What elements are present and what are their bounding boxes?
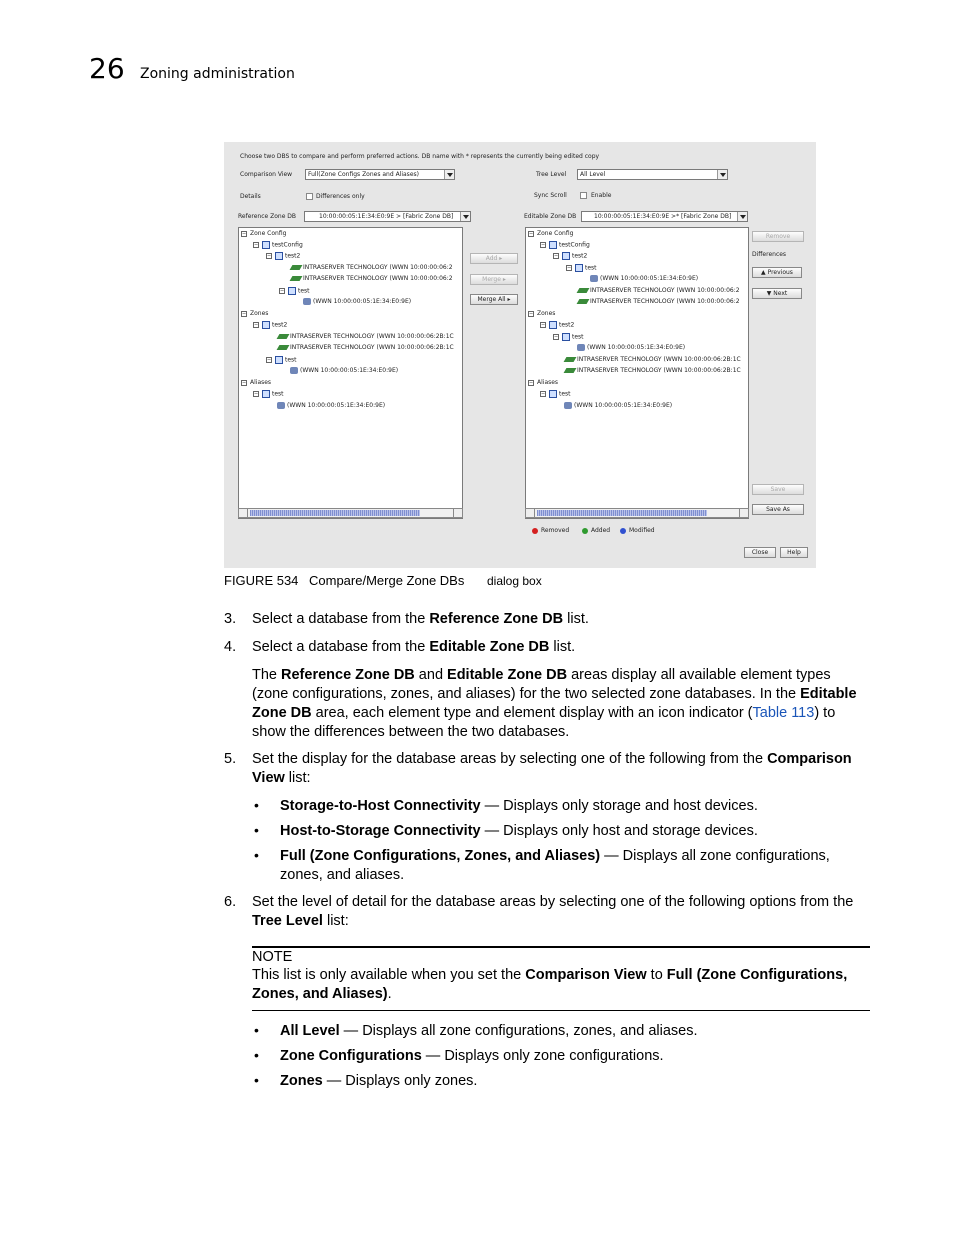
chevron-down-icon xyxy=(717,170,727,179)
table-link[interactable]: Table 113 xyxy=(752,705,815,721)
removed-icon xyxy=(532,528,538,534)
tree-node[interactable]: − test2 xyxy=(554,252,588,260)
editable-tree-scrollbar[interactable] xyxy=(525,508,749,518)
list-item: Storage-to-Host Connectivity — Displays only storage and host devices. xyxy=(280,798,758,814)
editable-tree-panel[interactable] xyxy=(525,227,749,519)
legend-modified: Modified xyxy=(620,527,655,534)
bullet: • xyxy=(254,822,259,838)
bullet: • xyxy=(254,1022,259,1038)
tree-node[interactable]: − test xyxy=(567,264,597,272)
dialog-instruction: Choose two DBS to compare and perform preferred actions. DB name with * represents the currently being edited copy xyxy=(240,153,600,160)
sync-scroll-label: Sync Scroll xyxy=(534,192,567,199)
tree-node[interactable]: INTRASERVER TECHNOLOGY (WWN 10:00:00:06:2 xyxy=(578,298,740,306)
tree-node[interactable]: − test2 xyxy=(254,321,288,329)
tree-node[interactable]: (WWN 10:00:00:05:1E:34:E0:9E) xyxy=(590,275,698,283)
tree-node[interactable]: (WWN 10:00:00:05:1E:34:E0:9E) xyxy=(277,402,385,410)
comparison-view-select[interactable] xyxy=(305,169,455,180)
scroll-thumb[interactable] xyxy=(537,510,707,516)
legend-removed: Removed xyxy=(532,527,569,534)
tree-node[interactable]: (WWN 10:00:00:05:1E:34:E0:9E) xyxy=(564,402,672,410)
remove-button[interactable]: Remove xyxy=(752,231,804,242)
scroll-right-icon[interactable] xyxy=(453,509,462,517)
reference-tree-panel[interactable] xyxy=(238,227,463,519)
editable-db-select[interactable] xyxy=(581,211,748,222)
chevron-down-icon xyxy=(444,170,454,179)
tree-node[interactable]: − test xyxy=(554,333,584,341)
details-label: Details xyxy=(240,193,261,200)
editable-db-value: 10:00:00:05:1E:34:E0:9E >* [Fabric Zone DB] xyxy=(594,213,732,220)
note-title: NOTE xyxy=(252,949,293,965)
tree-node[interactable]: − testConfig xyxy=(254,241,303,249)
comparison-view-label: Comparison View xyxy=(240,171,293,178)
modified-icon xyxy=(620,528,626,534)
tree-node[interactable]: − test xyxy=(280,287,310,295)
differences-label: Differences xyxy=(752,251,787,258)
differences-only-checkbox[interactable] xyxy=(306,193,313,200)
tree-node[interactable]: (WWN 10:00:00:05:1E:34:E0:9E) xyxy=(577,344,685,352)
chapter-number: 26 xyxy=(89,52,125,85)
tree-node[interactable]: − Aliases xyxy=(529,379,559,386)
list-item: Zone Configurations — Displays only zone configurations. xyxy=(280,1048,664,1064)
tree-node[interactable]: INTRASERVER TECHNOLOGY (WWN 10:00:00:06:2 xyxy=(578,287,740,295)
db-areas-paragraph: The Reference Zone DB and Editable Zone DB areas display all available element types (zone configurations, zones, and aliases) for the two selected zone databases. In the Editable Zone DB area, each element type and element display with an icon indicator (Table 113) to show the differences between the two databases. xyxy=(252,667,857,740)
step-number: 5. xyxy=(224,751,237,767)
step-6: Set the level of detail for the database areas by selecting one of the following options from the Tree Level list: xyxy=(252,894,854,929)
tree-node[interactable]: − test xyxy=(541,390,571,398)
reference-tree-scrollbar[interactable] xyxy=(238,508,463,518)
close-button[interactable]: Close xyxy=(744,547,776,558)
tree-node[interactable]: − Zone Config xyxy=(242,230,287,237)
save-button[interactable]: Save xyxy=(752,484,804,495)
tree-node[interactable]: INTRASERVER TECHNOLOGY (WWN 10:00:00:06:2B:1C xyxy=(565,367,741,375)
bullet: • xyxy=(254,1072,259,1088)
differences-only-label: Differences only xyxy=(316,193,365,200)
reference-db-label: Reference Zone DB xyxy=(238,213,297,220)
step-5: Set the display for the database areas by selecting one of the following from the Comparison View list: xyxy=(252,751,852,786)
scroll-left-icon[interactable] xyxy=(526,509,535,517)
tree-node[interactable]: − Zone Config xyxy=(529,230,574,237)
step-3: Select a database from the Reference Zone DB list. xyxy=(252,611,589,627)
legend-added: Added xyxy=(582,527,610,534)
step-number: 6. xyxy=(224,894,237,910)
merge-all-button[interactable]: Merge All ▸ xyxy=(470,294,518,305)
tree-node[interactable]: − Zones xyxy=(242,310,269,317)
step-4: Select a database from the Editable Zone DB list. xyxy=(252,639,576,655)
tree-node[interactable]: − test xyxy=(254,390,284,398)
editable-db-label: Editable Zone DB xyxy=(524,213,577,220)
figure-label: FIGURE 534 xyxy=(224,573,299,588)
help-button[interactable]: Help xyxy=(780,547,808,558)
tree-level-select[interactable] xyxy=(577,169,728,180)
added-icon xyxy=(582,528,588,534)
scroll-thumb[interactable] xyxy=(250,510,420,516)
figure-title-tail: dialog box xyxy=(487,574,542,588)
tree-node[interactable]: − Zones xyxy=(529,310,556,317)
save-as-button[interactable]: Save As xyxy=(752,504,804,515)
chevron-down-icon xyxy=(737,212,747,221)
reference-db-value: 10:00:00:05:1E:34:E0:9E > [Fabric Zone DB] xyxy=(319,213,454,220)
note-text: This list is only available when you set the Comparison View to Full (Zone Configurations, Zones, and Aliases). xyxy=(252,967,848,1002)
scroll-left-icon[interactable] xyxy=(239,509,248,517)
previous-button[interactable]: ▲ Previous xyxy=(752,267,802,278)
compare-merge-dialog xyxy=(224,142,816,568)
step-number: 3. xyxy=(224,611,237,627)
comparison-view-value: Full(Zone Configs Zones and Aliases) xyxy=(308,171,419,178)
add-button[interactable]: Add ▸ xyxy=(470,253,518,264)
list-item: Host-to-Storage Connectivity — Displays only host and storage devices. xyxy=(280,823,758,839)
next-button[interactable]: ▼ Next xyxy=(752,288,802,299)
list-item: Zones — Displays only zones. xyxy=(280,1073,478,1089)
tree-node[interactable]: INTRASERVER TECHNOLOGY (WWN 10:00:00:06:2B:1C xyxy=(278,333,454,341)
tree-node[interactable]: INTRASERVER TECHNOLOGY (WWN 10:00:00:06:2B:1C xyxy=(278,344,454,352)
bullet: • xyxy=(254,797,259,813)
tree-node[interactable]: − Aliases xyxy=(242,379,272,386)
note-top-rule xyxy=(252,946,870,948)
sync-scroll-checkbox[interactable] xyxy=(580,192,587,199)
step-number: 4. xyxy=(224,639,237,655)
tree-level-label: Tree Level xyxy=(536,171,567,178)
tree-node[interactable]: INTRASERVER TECHNOLOGY (WWN 10:00:00:06:2 xyxy=(291,264,453,272)
tree-node[interactable]: − test2 xyxy=(267,252,301,260)
tree-level-value: All Level xyxy=(580,171,606,178)
bullet: • xyxy=(254,1047,259,1063)
tree-node[interactable]: − test xyxy=(267,356,297,364)
tree-node[interactable]: − testConfig xyxy=(541,241,590,249)
list-item: Full (Zone Configurations, Zones, and Aliases) — Displays all zone configurations, zones, and aliases. xyxy=(280,848,830,883)
bullet: • xyxy=(254,847,259,863)
tree-node[interactable]: (WWN 10:00:00:05:1E:34:E0:9E) xyxy=(303,298,411,306)
chevron-down-icon xyxy=(460,212,470,221)
merge-button[interactable]: Merge ▸ xyxy=(470,274,518,285)
tree-node[interactable]: INTRASERVER TECHNOLOGY (WWN 10:00:00:06:2 xyxy=(291,275,453,283)
list-item: All Level — Displays all zone configurations, zones, and aliases. xyxy=(280,1023,698,1039)
chapter-title: Zoning administration xyxy=(140,66,295,82)
tree-node[interactable]: − test2 xyxy=(541,321,575,329)
scroll-right-icon[interactable] xyxy=(739,509,748,517)
reference-db-select[interactable] xyxy=(304,211,471,222)
tree-node[interactable]: (WWN 10:00:00:05:1E:34:E0:9E) xyxy=(290,367,398,375)
figure-title: Compare/Merge Zone DBs xyxy=(309,573,465,588)
note-bottom-rule xyxy=(252,1010,870,1011)
enable-label: Enable xyxy=(591,192,612,199)
tree-node[interactable]: INTRASERVER TECHNOLOGY (WWN 10:00:00:06:2B:1C xyxy=(565,356,741,364)
